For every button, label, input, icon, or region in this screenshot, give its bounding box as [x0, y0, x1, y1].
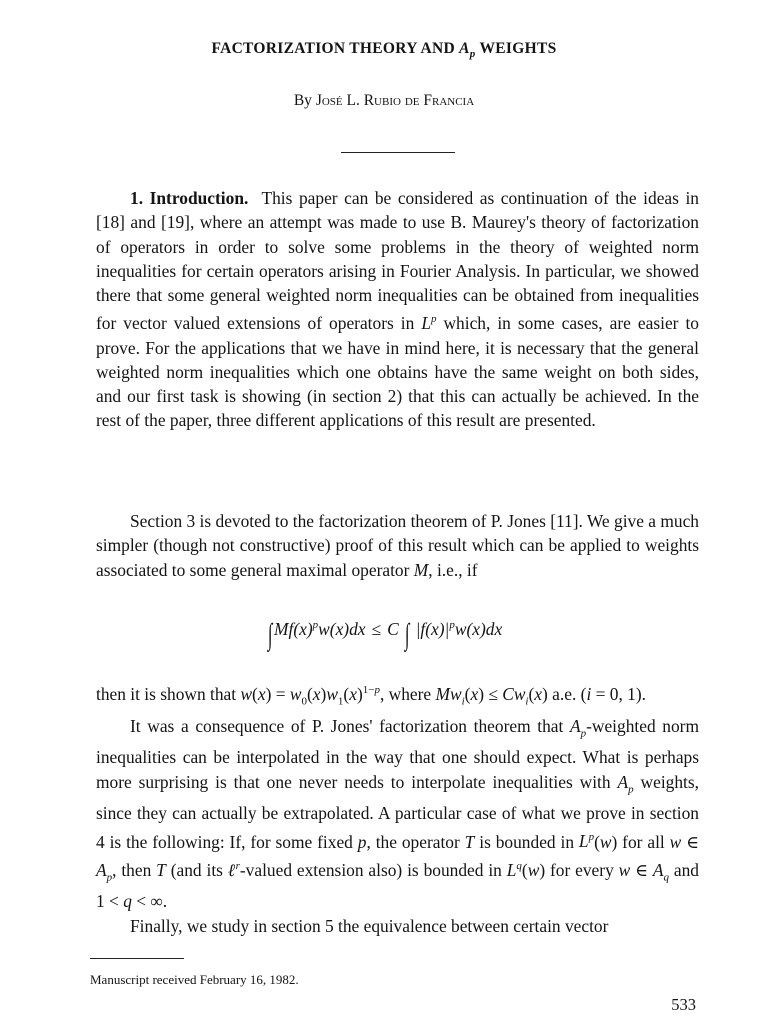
factorization-result-paragraph: then it is shown that $w(x) = w_0(x)w_1(x)^{1-p}$, where $Mw_i(x) \le Cw_i(x)$ a.e. (i = 0, 1). — [96, 683, 647, 708]
paper-title: FACTORIZATION THEORY AND $A_p$ WEIGHTS — [211, 40, 557, 61]
section3-paragraph: Section 3 is devoted to the factorization theorem of P. Jones [11]. We give a much simpler (though not constructive) proof of this result which can be applied to weights associated to some general maximal operator M, i.e., if — [96, 511, 699, 580]
introduction-paragraph: 1. Introduction. This paper can be considered as continuation of the ideas in [18] and [19], where an attempt was made to use B. Maurey's theory of factorization of operators in order to solve some problems in the theory of weighted norm inequalities for certain operators arising in Fourier Analysis. In particular, we showed there that some general weighted norm inequalities can be obtained from inequalities for vector valued extensions of operators in $L^p$ which, in some cases, are easier to prove. For the applications that we have in mind here, it is necessary that the general weighted norm inequalities which one obtains have the same weight on both sides, and our first task is showing (in section 2) that this can actually be achieved. In the rest of the paper, three different applications of this result are presented. — [96, 188, 699, 431]
display-formula: ∫ $Mf(x)^pw(x)dx \le C$ ∫ $|f(x)|^pw(x)dx$ — [267, 618, 503, 651]
extrapolation-paragraph: It was a consequence of P. Jones' factorization theorem that $A_p$-weighted norm inequalities can be interpolated in the way that one should expect. What is perhaps more surprising is that one never needs to interpolate inequalities with $A_p$ weights, since they can actually be extrapolated. A particular case of what we prove in section 4 is the following: If, for some fixed p, the operator T is bounded in $L^p(w)$ for all w ∈ $A_p$, then T (and its ℓ$^r$-valued extension also) is bounded in $L^q(w)$ for every w ∈ $A_q$ and 1 < q < ∞. — [96, 715, 700, 912]
title-rule — [341, 152, 455, 153]
author-line: By José L. Rubio de Francia — [293, 92, 475, 109]
page-number: 533 — [671, 995, 696, 1014]
footnote-rule — [90, 958, 184, 959]
footnote: Manuscript received February 16, 1982. — [90, 972, 299, 987]
section5-paragraph: Finally, we study in section 5 the equivalence between certain vector — [130, 915, 609, 936]
section-heading: 1. Introduction. — [130, 188, 249, 208]
section3-paragraph-block — [96, 509, 699, 582]
remaining-text — [96, 678, 699, 938]
introduction-section — [96, 186, 699, 433]
